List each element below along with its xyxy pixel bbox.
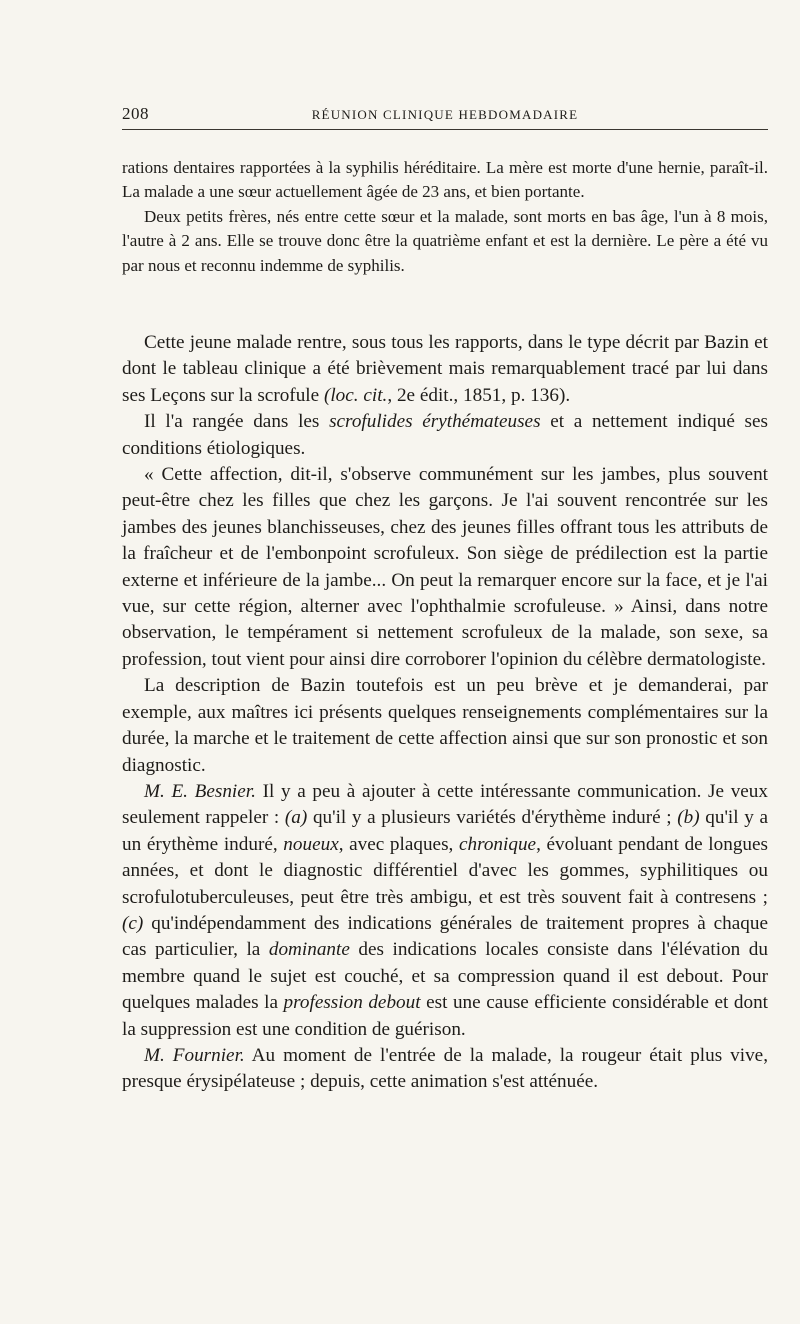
speaker-name: M. Fournier. — [144, 1044, 245, 1066]
running-title: RÉUNION CLINIQUE HEBDOMADAIRE — [311, 107, 579, 122]
emphasis: scrofulides érythémateuses — [329, 411, 541, 433]
paragraph: M. E. Besnier. Il y a peu à ajouter à cette intéressante communication. Je veux seulement rappeler : (a) qu'il y a plusieurs variétés d'érythème induré ; (b) qu'il y a un érythème induré, noueux, avec plaques, chronique, évoluant pendant de longues années, et dont le diagnostic différentiel d'avec les gommes, syphilitiques ou scrofulotuberculeuses, peut être très ambigu, et est très souvent fait à contresens ; (c) qu'indépendamment des indications générales de traitement propres à chaque cas particulier, la dominante des indications locales consiste dans l'élévation du membre quand le sujet est couché, et sa compression quand il est debout. Pour quelques malades la profession debout est une cause efficiente considérable et dont la suppression est une condition de guérison. — [122, 780, 768, 1040]
page-number: 208 — [122, 104, 149, 123]
paragraph: Il l'a rangée dans les scrofulides érythémateuses et a nettement indiqué ses conditions étiologiques. — [122, 411, 768, 459]
paragraph: rations dentaires rapportées à la syphilis héréditaire. La mère est morte d'une hernie, paraît-il. La malade a une sœur actuellement âgée de 23 ans, et bien portante. — [122, 158, 768, 202]
header-rule — [122, 129, 768, 130]
main-text-block — [122, 330, 768, 1096]
speaker-name: M. E. Besnier. — [144, 780, 256, 802]
paragraph: « Cette affection, dit-il, s'observe communément sur les jambes, plus souvent peut-être chez les filles que chez les garçons. Je l'ai souvent rencontrée sur les jambes des jeunes blanchisseuses, chez des jeunes filles offrant tous les attributs de la fraîcheur et de l'embonpoint scrofuleux. Son siège de prédilection est la partie externe et inférieure de la jambe... On peut la remarquer encore sur la face, et je l'ai vue, sur cette région, alterner avec l'ophthalmie scrofuleuse. » Ainsi, dans notre observation, le tempérament si nettement scrofuleux de la malade, son sexe, sa profession, tout vient pour ainsi dire corroborer l'opinion du célèbre dermatologiste. — [122, 464, 768, 670]
paragraph: Deux petits frères, nés entre cette sœur et la malade, sont morts en bas âge, l'un à 8 mois, l'autre à 2 ans. Elle se trouve donc être la quatrième enfant et est la dernière. Le père a été vu par nous et reconnu indemme de syphilis. — [122, 206, 768, 275]
paragraph: La description de Bazin toutefois est un peu brève et je demanderai, par exemple, aux maîtres ici présents quelques renseignements complémentaires sur la durée, la marche et le traitement de cette affection ainsi que sur son pronostic et son diagnostic. — [122, 675, 768, 776]
paragraph: Cette jeune malade rentre, sous tous les rapports, dans le type décrit par Bazin et dont le tableau clinique a été brièvement mais remarquablement tracé par lui dans ses Leçons sur la scrofule (loc. cit., 2e édit., 1851, p. 136). — [122, 332, 768, 406]
page-header — [122, 104, 768, 132]
citation: (loc. cit. — [323, 384, 388, 406]
paragraph: M. Fournier. Au moment de l'entrée de la malade, la rougeur était plus vive, presque érysipélateuse ; depuis, cette animation s'est atténuée. — [122, 1044, 768, 1093]
small-print-block — [122, 156, 768, 278]
